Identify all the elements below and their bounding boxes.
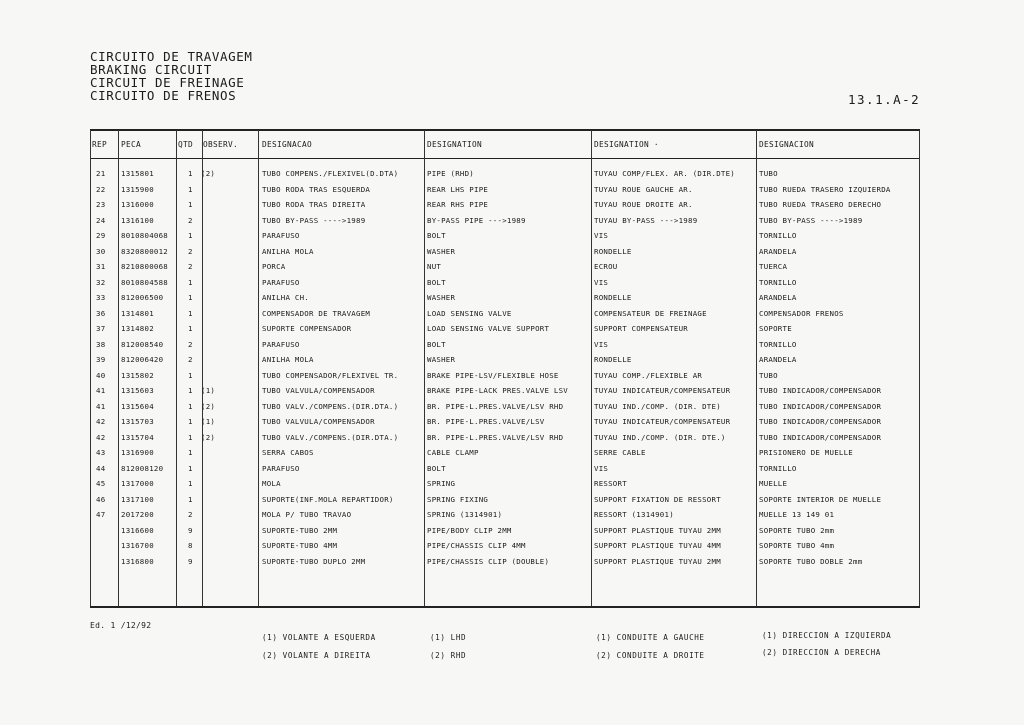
footnote-es-1: (1) DIRECCION A IZQUIERDA	[762, 631, 892, 640]
cell-designation-fr: SUPPORT FIXATION DE RESSORT	[594, 494, 721, 504]
cell-designation-en: BOLT	[427, 463, 446, 473]
cell-designation-fr: RONDELLE	[594, 355, 632, 364]
header-qtd: QTD	[178, 140, 193, 149]
cell-part-number: 1315703	[121, 417, 154, 426]
cell-designacion: TUBO INDICADOR/COMPENSADOR	[759, 417, 882, 426]
cell-quantity: 1	[188, 494, 193, 504]
cell-rep: 30	[96, 246, 106, 256]
cell-designacion: SOPORTE TUBO 4mm	[759, 541, 835, 550]
cell-quantity: 2	[188, 246, 193, 256]
header-peca: PECA	[121, 140, 141, 149]
cell-observation: (1)	[201, 417, 216, 426]
cell-designacion: TUBO INDICADOR/COMPENSADOR	[759, 432, 882, 442]
cell-quantity: 1	[188, 417, 193, 426]
cell-designation-en: BR. PIPE-L.PRES.VALVE/LSV RHD	[427, 432, 564, 442]
cell-quantity: 1	[188, 293, 193, 302]
cell-rep: 42	[96, 417, 106, 426]
cell-quantity: 9	[188, 525, 193, 535]
cell-designation-fr: RONDELLE	[594, 293, 632, 302]
cell-designation-fr: TUYAU ROUE DROITE AR.	[594, 200, 693, 209]
cell-designation-fr: SUPPORT COMPENSATEUR	[594, 324, 688, 333]
column-divider	[258, 130, 259, 606]
cell-part-number: 812008540	[121, 339, 164, 349]
cell-designacion: TUBO	[759, 370, 778, 380]
cell-designation-fr: TUYAU IND./COMP. (DIR. DTE.)	[594, 432, 726, 442]
column-divider	[919, 130, 920, 606]
table-top-rule	[90, 129, 920, 131]
cell-designacion: PRISIONERO DE MUELLE	[759, 448, 853, 457]
footnote-fr-2: (2) CONDUITE A DROITE	[596, 651, 705, 660]
cell-designacion: TORNILLO	[759, 277, 797, 287]
edition-date: Ed. 1 /12/92	[90, 621, 152, 630]
cell-designation-fr: TUYAU INDICATEUR/COMPENSATEUR	[594, 417, 731, 426]
cell-designacion: TUBO RUEDA TRASERO DERECHO	[759, 200, 882, 209]
cell-designacao: PARAFUSO	[262, 463, 300, 473]
cell-part-number: 812006500	[121, 293, 164, 302]
footnote-en-2: (2) RHD	[430, 651, 467, 660]
cell-designacao: TUBO COMPENSADOR/FLEXIVEL TR.	[262, 370, 399, 380]
cell-rep: 21	[96, 169, 106, 178]
cell-designation-en: BOLT	[427, 231, 446, 240]
cell-part-number: 1316600	[121, 525, 154, 535]
header-designation-fr: DESIGNATION ·	[594, 140, 659, 149]
cell-designacion: SOPORTE	[759, 324, 792, 333]
cell-part-number: 8320800012	[121, 246, 168, 256]
title-pt: CIRCUITO DE TRAVAGEM	[90, 49, 253, 64]
cell-quantity: 1	[188, 200, 193, 209]
header-observ: OBSERV.	[203, 140, 238, 149]
cell-part-number: 1316100	[121, 215, 154, 225]
cell-designacao: SUPORTE-TUBO 2MM	[262, 525, 338, 535]
cell-quantity: 1	[188, 184, 193, 194]
cell-quantity: 2	[188, 510, 193, 519]
title-es: CIRCUITO DE FRENOS	[90, 88, 237, 103]
cell-rep: 22	[96, 184, 106, 194]
cell-designacao: PARAFUSO	[262, 277, 300, 287]
cell-designacion: TUBO INDICADOR/COMPENSADOR	[759, 386, 882, 395]
cell-designation-en: PIPE/CHASSIS CLIP (DOUBLE)	[427, 556, 550, 566]
cell-designacion: SOPORTE TUBO 2mm	[759, 525, 835, 535]
cell-designacao: TUBO COMPENS./FLEXIVEL(D.DTA)	[262, 169, 399, 178]
cell-designacao: COMPENSADOR DE TRAVAGEM	[262, 308, 371, 318]
cell-part-number: 1317000	[121, 479, 154, 488]
cell-quantity: 1	[188, 463, 193, 473]
cell-part-number: 2017200	[121, 510, 154, 519]
cell-designacao: ANILHA MOLA	[262, 355, 314, 364]
cell-part-number: 1315603	[121, 386, 154, 395]
cell-rep: 33	[96, 293, 106, 302]
cell-part-number: 1316900	[121, 448, 154, 457]
cell-designacao: TUBO BY-PASS ---->1989	[262, 215, 366, 225]
cell-quantity: 1	[188, 324, 193, 333]
cell-designation-en: REAR LHS PIPE	[427, 184, 489, 194]
cell-designacion: SOPORTE INTERIOR DE MUELLE	[759, 494, 882, 504]
cell-designation-en: LOAD SENSING VALVE	[427, 308, 512, 318]
cell-part-number: 812006420	[121, 355, 164, 364]
cell-quantity: 1	[188, 370, 193, 380]
column-divider	[202, 130, 203, 606]
cell-designacion: MUELLE 13 149 01	[759, 510, 835, 519]
cell-quantity: 2	[188, 339, 193, 349]
cell-designation-fr: SUPPORT PLASTIQUE TUYAU 2MM	[594, 525, 721, 535]
cell-rep: 45	[96, 479, 106, 488]
cell-part-number: 8010804588	[121, 277, 168, 287]
column-divider	[756, 130, 757, 606]
cell-quantity: 1	[188, 432, 193, 442]
cell-designation-en: BR. PIPE-L.PRES.VALVE/LSV	[427, 417, 545, 426]
cell-observation: (2)	[201, 401, 216, 411]
cell-designation-fr: ECROU	[594, 262, 618, 271]
cell-part-number: 1316000	[121, 200, 154, 209]
cell-designation-en: BR. PIPE-L.PRES.VALVE/LSV RHD	[427, 401, 564, 411]
cell-rep: 36	[96, 308, 106, 318]
cell-quantity: 1	[188, 231, 193, 240]
cell-designation-fr: RESSORT (1314901)	[594, 510, 674, 519]
column-divider	[424, 130, 425, 606]
cell-part-number: 1316700	[121, 541, 154, 550]
cell-designacion: MUELLE	[759, 479, 788, 488]
cell-rep: 31	[96, 262, 106, 271]
cell-quantity: 1	[188, 448, 193, 457]
cell-part-number: 1314801	[121, 308, 154, 318]
cell-designacao: SUPORTE(INF.MOLA REPARTIDOR)	[262, 494, 394, 504]
cell-designation-en: LOAD SENSING VALVE SUPPORT	[427, 324, 550, 333]
cell-part-number: 1315604	[121, 401, 154, 411]
cell-designacion: TUBO	[759, 169, 778, 178]
cell-rep: 38	[96, 339, 106, 349]
cell-designation-fr: VIS	[594, 277, 609, 287]
cell-designation-en: SPRING	[427, 479, 456, 488]
cell-designation-en: BOLT	[427, 277, 446, 287]
cell-designacao: SUPORTE-TUBO DUPLO 2MM	[262, 556, 366, 566]
cell-observation: (1)	[201, 386, 216, 395]
cell-designation-fr: SUPPORT PLASTIQUE TUYAU 2MM	[594, 556, 721, 566]
cell-designation-en: PIPE (RHD)	[427, 169, 474, 178]
cell-designation-en: BRAKE PIPE-LACK PRES.VALVE LSV	[427, 386, 568, 395]
cell-designacao: ANILHA MOLA	[262, 246, 314, 256]
cell-rep: 40	[96, 370, 106, 380]
cell-designacion: TUBO RUEDA TRASERO IZQUIERDA	[759, 184, 891, 194]
cell-quantity: 1	[188, 401, 193, 411]
cell-quantity: 1	[188, 479, 193, 488]
page-reference: 13.1.A-2	[848, 92, 921, 107]
cell-designation-fr: TUYAU COMP/FLEX. AR. (DIR.DTE)	[594, 169, 735, 178]
cell-designation-en: WASHER	[427, 355, 456, 364]
table-bottom-rule	[90, 606, 920, 608]
cell-designation-fr: TUYAU INDICATEUR/COMPENSATEUR	[594, 386, 731, 395]
cell-quantity: 1	[188, 308, 193, 318]
cell-designation-en: BOLT	[427, 339, 446, 349]
cell-designation-en: CABLE CLAMP	[427, 448, 479, 457]
cell-designation-fr: SUPPORT PLASTIQUE TUYAU 4MM	[594, 541, 721, 550]
cell-quantity: 1	[188, 277, 193, 287]
cell-designacion: COMPENSADOR FRENOS	[759, 308, 844, 318]
cell-rep: 46	[96, 494, 106, 504]
cell-designacao: PARAFUSO	[262, 339, 300, 349]
cell-designation-en: NUT	[427, 262, 442, 271]
cell-designacao: TUBO RODA TRAS DIREITA	[262, 200, 366, 209]
cell-rep: 43	[96, 448, 106, 457]
cell-designation-fr: TUYAU IND./COMP. (DIR. DTE)	[594, 401, 721, 411]
cell-designation-en: SPRING (1314901)	[427, 510, 503, 519]
cell-designacao: ANILHA CH.	[262, 293, 309, 302]
cell-designation-en: BY-PASS PIPE --->1989	[427, 215, 526, 225]
column-divider	[118, 130, 119, 606]
footnote-es-2: (2) DIRECCION A DERECHA	[762, 648, 881, 657]
cell-designacion: TORNILLO	[759, 231, 797, 240]
cell-rep: 39	[96, 355, 106, 364]
cell-designation-en: WASHER	[427, 246, 456, 256]
cell-rep: 32	[96, 277, 106, 287]
cell-designacion: TORNILLO	[759, 339, 797, 349]
header-designacao: DESIGNACAO	[262, 140, 312, 149]
cell-quantity: 8	[188, 541, 193, 550]
cell-designacao: MOLA P/ TUBO TRAVAO	[262, 510, 352, 519]
header-bottom-rule	[90, 158, 920, 159]
footnote-en-1: (1) LHD	[430, 633, 467, 642]
cell-designacao: PARAFUSO	[262, 231, 300, 240]
cell-designation-fr: RESSORT	[594, 479, 627, 488]
cell-designacao: TUBO VALVULA/COMPENSADOR	[262, 386, 375, 395]
header-designacion: DESIGNACION	[759, 140, 814, 149]
cell-designacao: TUBO RODA TRAS ESQUERDA	[262, 184, 371, 194]
cell-designacion: SOPORTE TUBO DOBLE 2mm	[759, 556, 863, 566]
column-divider	[591, 130, 592, 606]
cell-rep: 42	[96, 432, 106, 442]
footnote-pt-2: (2) VOLANTE A DIREITA	[262, 651, 371, 660]
cell-designacao: TUBO VALVULA/COMPENSADOR	[262, 417, 375, 426]
cell-designation-en: SPRING FIXING	[427, 494, 489, 504]
cell-designacion: TUBO BY-PASS ---->1989	[759, 215, 863, 225]
cell-rep: 24	[96, 215, 106, 225]
cell-designation-fr: VIS	[594, 463, 609, 473]
cell-part-number: 1316800	[121, 556, 154, 566]
title-en: BRAKING CIRCUIT	[90, 62, 212, 77]
cell-designacion: ARANDELA	[759, 246, 797, 256]
cell-designation-fr: RONDELLE	[594, 246, 632, 256]
cell-designacion: ARANDELA	[759, 293, 797, 302]
cell-rep: 37	[96, 324, 106, 333]
cell-observation: (2)	[201, 432, 216, 442]
header-designation-en: DESIGNATION	[427, 140, 482, 149]
header-rep: REP	[92, 140, 107, 149]
cell-rep: 47	[96, 510, 106, 519]
cell-part-number: 1315801	[121, 169, 154, 178]
cell-rep: 23	[96, 200, 106, 209]
cell-designacion: TUBO INDICADOR/COMPENSADOR	[759, 401, 882, 411]
cell-designacion: ARANDELA	[759, 355, 797, 364]
cell-part-number: 8010804068	[121, 231, 168, 240]
cell-part-number: 1314802	[121, 324, 154, 333]
footnote-fr-1: (1) CONDUITE A GAUCHE	[596, 633, 705, 642]
cell-designacao: SERRA CABOS	[262, 448, 314, 457]
cell-designation-en: REAR RHS PIPE	[427, 200, 489, 209]
title-fr: CIRCUIT DE FREINAGE	[90, 75, 245, 90]
cell-designation-fr: TUYAU COMP./FLEXIBLE AR	[594, 370, 703, 380]
cell-quantity: 1	[188, 386, 193, 395]
column-divider	[176, 130, 177, 606]
cell-designacion: TORNILLO	[759, 463, 797, 473]
cell-quantity: 2	[188, 262, 193, 271]
cell-designation-fr: VIS	[594, 339, 609, 349]
cell-designation-fr: TUYAU ROUE GAUCHE AR.	[594, 184, 693, 194]
cell-designation-en: PIPE/CHASSIS CLIP 4MM	[427, 541, 526, 550]
title-block	[90, 50, 253, 102]
cell-quantity: 9	[188, 556, 193, 566]
cell-designation-fr: COMPENSATEUR DE FREINAGE	[594, 308, 707, 318]
cell-designation-en: WASHER	[427, 293, 456, 302]
cell-part-number: 8210800068	[121, 262, 168, 271]
cell-designacion: TUERCA	[759, 262, 788, 271]
cell-rep: 29	[96, 231, 106, 240]
cell-part-number: 1317100	[121, 494, 154, 504]
cell-part-number: 1315802	[121, 370, 154, 380]
cell-rep: 41	[96, 386, 106, 395]
cell-part-number: 1315704	[121, 432, 154, 442]
cell-designacao: SUPORTE-TUBO 4MM	[262, 541, 338, 550]
cell-designacao: TUBO VALV./COMPENS.(DIR.DTA.)	[262, 432, 399, 442]
cell-quantity: 1	[188, 169, 193, 178]
cell-observation: (2)	[201, 169, 216, 178]
cell-rep: 44	[96, 463, 106, 473]
cell-designation-fr: TUYAU BY-PASS --->1989	[594, 215, 698, 225]
cell-designation-fr: VIS	[594, 231, 609, 240]
cell-designacao: PORCA	[262, 262, 286, 271]
cell-designacao: MOLA	[262, 479, 281, 488]
footnote-pt-1: (1) VOLANTE A ESQUERDA	[262, 633, 376, 642]
cell-quantity: 2	[188, 215, 193, 225]
cell-designacao: TUBO VALV./COMPENS.(DIR.DTA.)	[262, 401, 399, 411]
cell-part-number: 812008120	[121, 463, 164, 473]
cell-rep: 41	[96, 401, 106, 411]
cell-designacao: SUPORTE COMPENSADOR	[262, 324, 352, 333]
cell-quantity: 2	[188, 355, 193, 364]
cell-designation-en: BRAKE PIPE-LSV/FLEXIBLE HOSE	[427, 370, 559, 380]
column-divider	[90, 130, 91, 606]
cell-part-number: 1315900	[121, 184, 154, 194]
cell-designation-fr: SERRE CABLE	[594, 448, 646, 457]
cell-designation-en: PIPE/BODY CLIP 2MM	[427, 525, 512, 535]
